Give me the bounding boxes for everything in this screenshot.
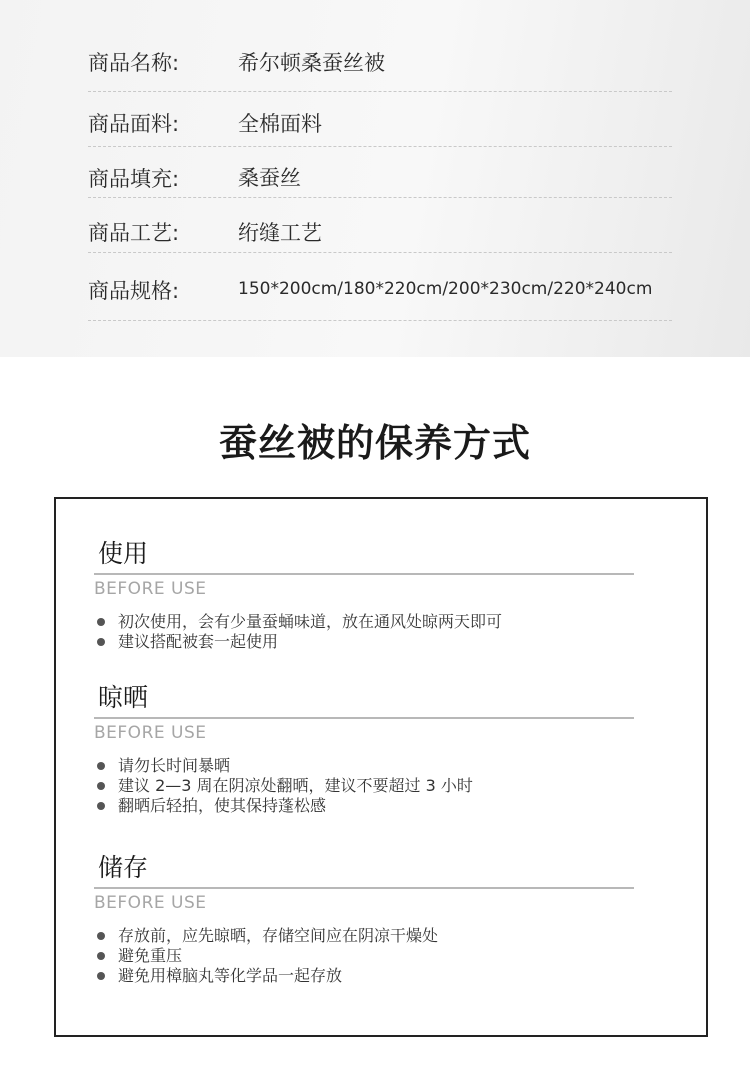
section-heading: 晾晒 bbox=[94, 681, 634, 719]
spec-value: 绗缝工艺 bbox=[238, 221, 322, 245]
list-item bbox=[94, 796, 634, 816]
bullet-icon bbox=[97, 782, 105, 790]
list-item bbox=[94, 756, 634, 776]
spec-row-craft bbox=[88, 215, 672, 253]
list-item bbox=[94, 632, 634, 652]
spec-value: 150*200cm/180*220cm/200*230cm/220*240cm bbox=[238, 279, 653, 299]
section-subheading: BEFORE USE bbox=[94, 723, 207, 743]
spec-value: 桑蚕丝 bbox=[238, 166, 301, 190]
section-heading: 使用 bbox=[94, 537, 634, 575]
care-section-use bbox=[94, 537, 634, 652]
spec-value: 全棉面料 bbox=[238, 112, 322, 136]
spec-label: 商品规格: bbox=[88, 279, 180, 303]
bullet-list bbox=[94, 926, 634, 986]
list-item-text: 避免重压 bbox=[118, 946, 183, 965]
list-item-text: 建议搭配被套一起使用 bbox=[118, 632, 279, 651]
bullet-list bbox=[94, 756, 634, 816]
bullet-icon bbox=[97, 762, 105, 770]
care-title: 蚕丝被的保养方式 bbox=[218, 421, 531, 465]
spec-row-fabric bbox=[88, 106, 672, 147]
care-section-airing bbox=[94, 681, 634, 816]
section-subheading: BEFORE USE bbox=[94, 579, 207, 599]
section-subheading: BEFORE USE bbox=[94, 893, 207, 913]
spec-label: 商品工艺: bbox=[88, 221, 180, 245]
product-spec-panel bbox=[0, 0, 750, 357]
care-section-storage bbox=[94, 851, 634, 986]
list-item bbox=[94, 776, 634, 796]
spec-row-size bbox=[88, 273, 672, 321]
bullet-icon bbox=[97, 638, 105, 646]
bullet-icon bbox=[97, 618, 105, 626]
list-item bbox=[94, 946, 634, 966]
list-item-text: 存放前，应先晾晒，存储空间应在阴凉干燥处 bbox=[118, 926, 439, 945]
bullet-icon bbox=[97, 972, 105, 980]
spec-label: 商品填充: bbox=[88, 167, 180, 191]
list-item-text: 翻晒后轻拍，使其保持蓬松感 bbox=[118, 796, 327, 815]
list-item-text: 初次使用，会有少量蚕蛹味道，放在通风处晾两天即可 bbox=[118, 612, 503, 631]
list-item bbox=[94, 926, 634, 946]
spec-label: 商品名称: bbox=[88, 51, 180, 75]
spec-row-filling bbox=[88, 161, 672, 198]
list-item bbox=[94, 612, 634, 632]
section-heading: 储存 bbox=[94, 851, 634, 889]
care-guide-box bbox=[54, 497, 708, 1037]
list-item-text: 避免用樟脑丸等化学品一起存放 bbox=[118, 966, 343, 985]
list-item-text: 建议 2—3 周在阴凉处翻晒，建议不要超过 3 小时 bbox=[118, 776, 473, 795]
spec-row-name bbox=[88, 44, 672, 92]
spec-label: 商品面料: bbox=[88, 112, 180, 136]
bullet-icon bbox=[97, 802, 105, 810]
spec-value: 希尔顿桑蚕丝被 bbox=[238, 51, 385, 75]
list-item-text: 请勿长时间暴晒 bbox=[118, 756, 231, 775]
bullet-list bbox=[94, 612, 634, 652]
bullet-icon bbox=[97, 952, 105, 960]
bullet-icon bbox=[97, 932, 105, 940]
list-item bbox=[94, 966, 634, 986]
